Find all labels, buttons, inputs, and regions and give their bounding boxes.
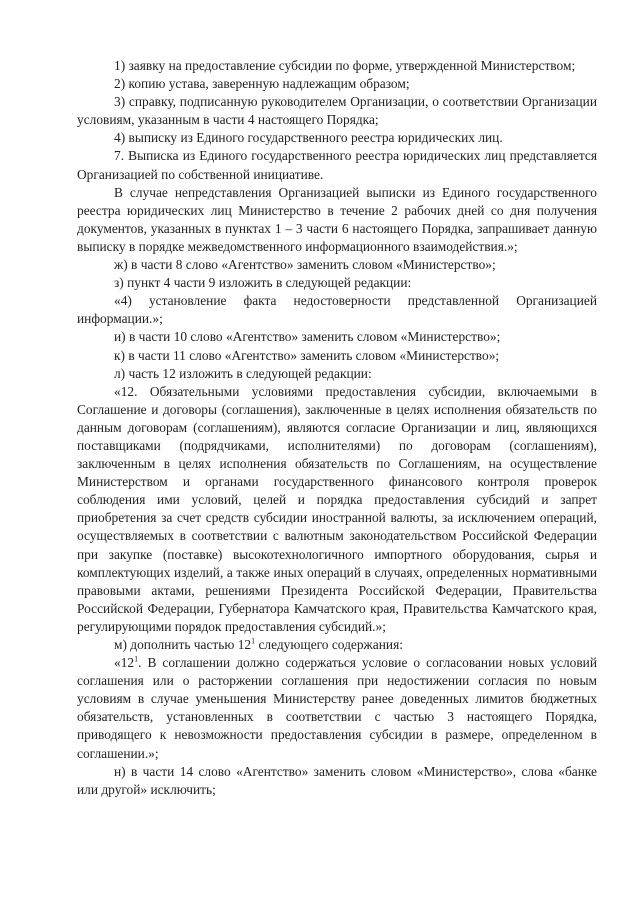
item-m-superscript: 1 — [251, 636, 256, 646]
part-12-1-before: «12 — [114, 655, 135, 671]
paragraph-item-zh: ж) в части 8 слово «Агентство» заменить словом «Министерство»; — [114, 257, 496, 273]
paragraph-item-l: л) часть 12 изложить в следующей редакции: — [114, 365, 372, 381]
paragraph-item-2: 2) копию устава, заверенную надлежащим образом; — [114, 76, 410, 92]
paragraph-item-3: 3) справку, подписанную руководителем Организации, о соответствии Организации условиям, указанным в части 4 настоящего Порядка; — [77, 94, 597, 128]
part-12-1-superscript: 1 — [134, 654, 139, 664]
item-m-before: м) дополнить частью 12 — [114, 637, 252, 652]
paragraph-item-1: 1) заявку на предоставление субсидии по форме, утвержденной Министерством; — [114, 58, 576, 73]
paragraph-item-z: з) пункт 4 части 9 изложить в следующей редакции: — [114, 275, 412, 291]
paragraph-item-z-text: «4) установление факта недостоверности представленной Организацией информации.»; — [77, 293, 597, 327]
paragraph-item-n: н) в части 14 слово «Агентство» заменить словом «Министерство», слова «банке или другой» исключить; — [77, 763, 597, 797]
item-m-after: следующего содержания: — [255, 637, 403, 652]
document-body — [77, 57, 597, 799]
paragraph-item-k: к) в части 11 слово «Агентство» заменить словом «Министерство»; — [114, 347, 500, 363]
paragraph-item-m — [77, 636, 597, 654]
paragraph-part-7-case: В случае непредставления Организацией выписки из Единого государственного реестра юридических лиц Министерство в течение 2 рабочих дней со дня получения документов, указанных в пунктах 1 – 3 части 6 настоящего Порядка, запрашивает данную выписку в порядке межведомственного информационного взаимодействия.»; — [77, 184, 597, 254]
paragraph-item-4: 4) выписку из Единого государственного реестра юридических лиц. — [114, 130, 503, 146]
paragraph-part-12-text: «12. Обязательными условиями предоставления субсидии, включаемыми в Соглашение и договоры (соглашения), заключенные в целях исполнения обязательств по данным договорам (соглашениям), являются согласие Организации и лиц, являющихся поставщиками (подрядчиками, исполнителями) по договорам (соглашениям), заключенным в целях исполнения обязательств по Соглашениям, на осуществление Министерством и органами государственного финансового контроля проверок соблюдения ими условий, целей и порядка предоставления субсидий и запрет приобретения за счет средств субсидии иностранной валюты, за исключением операций, осуществляемых в соответствии с валютным законодательством Российской Федерации при закупке (поставке) высокотехнологичного импортного оборудования, сырья и комплектующих изделий, а также иных операций в случаях, определенных нормативными правовыми актами, решениями Президента Российской Федерации, Правительства Российской Федерации, Губернатора Камчатского края, Правительства Камчатского края, регулирующими порядок предоставления субсидий.»; — [77, 383, 597, 634]
part-12-1-after: . В соглашении должно содержаться условие о согласовании новых условий соглашения или о расторжении соглашения при недостижении согласия по новым условиям в случае уменьшения Министерству ранее доведенных лимитов бюджетных обязательств, установленных в соответствии с частью 3 настоящего Порядка, приводящего к невозможности предоставления субсидии в размере, определенном в соглашении.»; — [77, 655, 597, 761]
paragraph-part-7: 7. Выписка из Единого государственного реестра юридических лиц представляется Организацией по собственной инициативе. — [77, 148, 597, 182]
paragraph-item-i: и) в части 10 слово «Агентство» заменить словом «Министерство»; — [114, 329, 501, 345]
paragraph-part-12-1-text — [77, 654, 597, 763]
